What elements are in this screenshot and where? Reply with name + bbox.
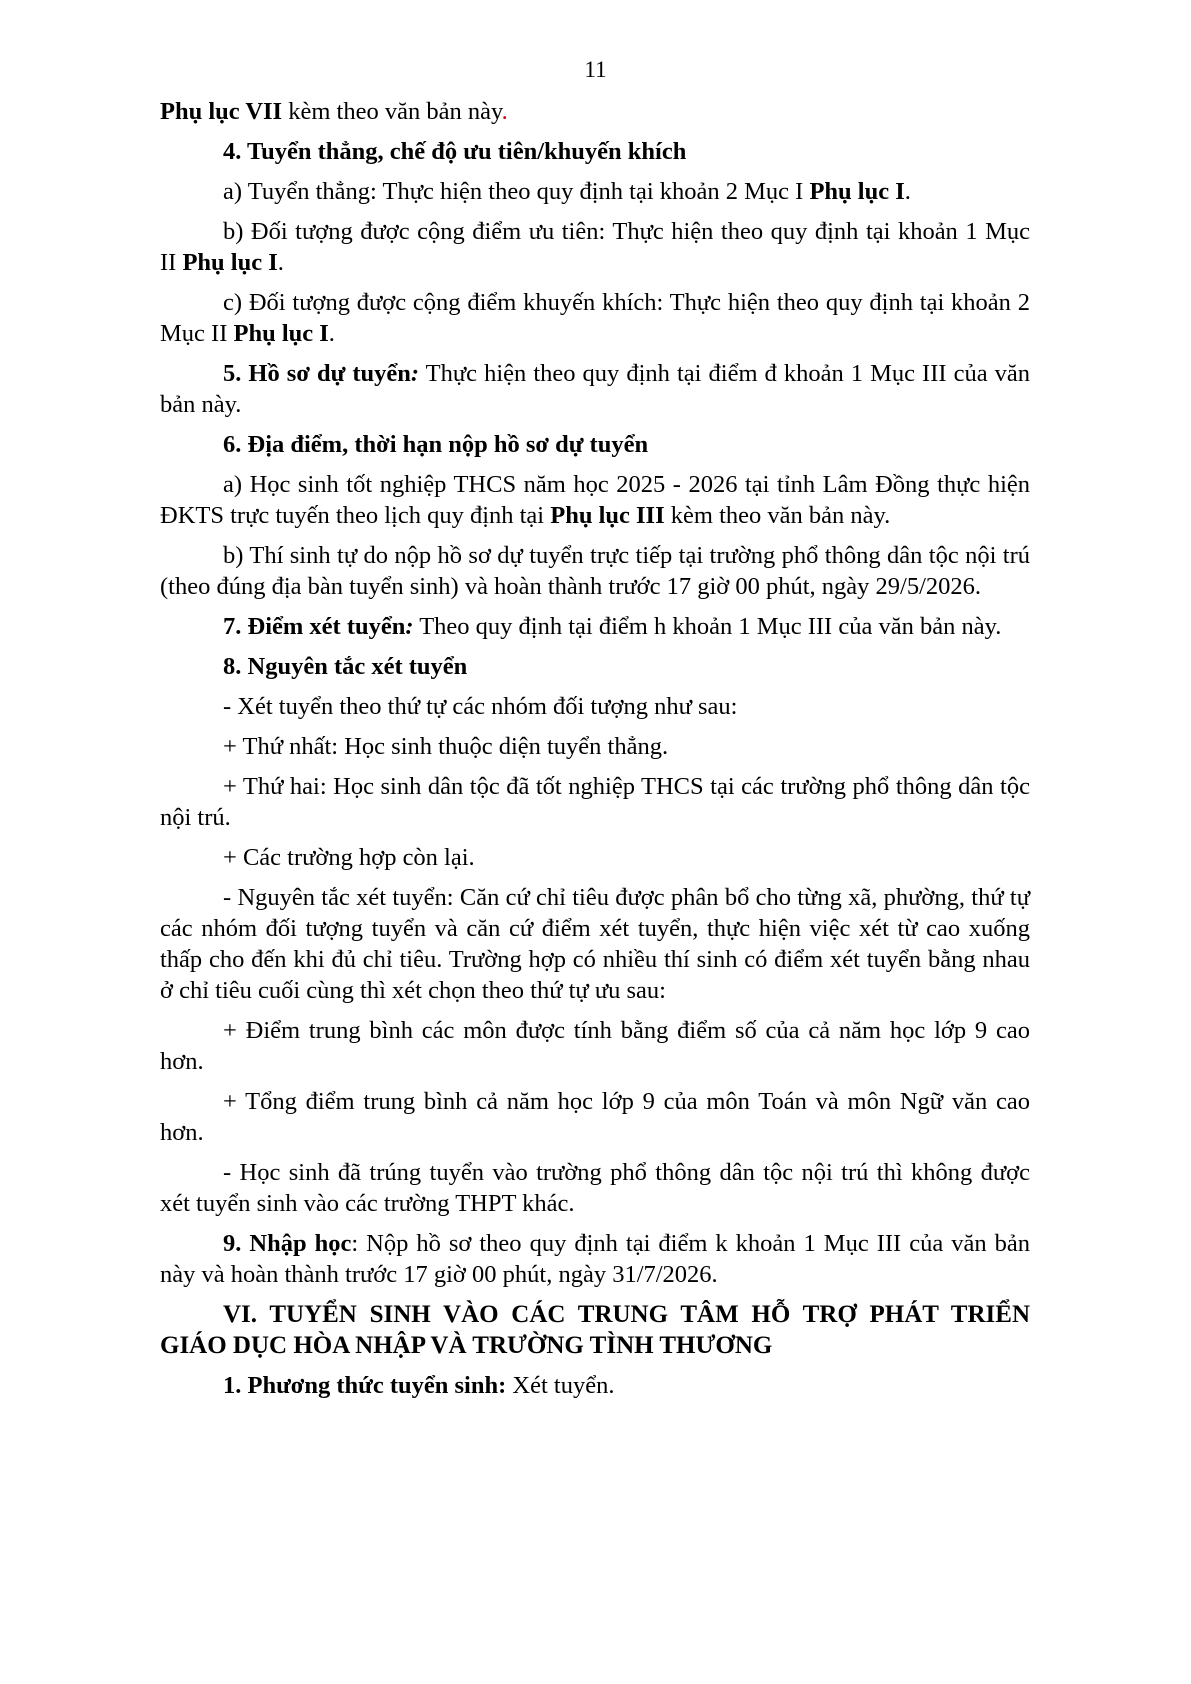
paragraph-continuation bbox=[160, 96, 1030, 127]
section-heading-5: 5. Hồ sơ dự tuyển bbox=[223, 360, 411, 387]
paragraph-text: kèm theo văn bản này bbox=[282, 98, 502, 125]
paragraph-text: a) Tuyển thẳng: Thực hiện theo quy định tại khoản 2 Mục I bbox=[223, 178, 810, 205]
heading-colon: : bbox=[410, 360, 420, 387]
paragraph-4b bbox=[160, 216, 1030, 278]
paragraph-4c bbox=[160, 287, 1030, 349]
paragraph-text: Xét tuyển. bbox=[506, 1372, 615, 1399]
list-item-priority-1: + Điểm trung bình các môn được tính bằng điểm số của cả năm học lớp 9 cao hơn. bbox=[160, 1017, 1030, 1075]
paragraph-text: a) Học sinh tốt nghiệp THCS năm học 2025 - 2026 tại tỉnh Lâm Đồng thực hiện ĐKTS trực tuyến theo lịch quy định tại bbox=[160, 471, 1030, 529]
bold-reference: Phụ lục I bbox=[233, 320, 329, 347]
bold-reference: Phụ lục VII bbox=[160, 98, 283, 125]
paragraph-tail: . bbox=[904, 178, 911, 205]
paragraph-text: Theo quy định tại điểm h khoản 1 Mục III của văn bản này. bbox=[413, 613, 1002, 640]
section-heading-9: 9. Nhập học bbox=[223, 1230, 352, 1257]
list-item-remaining: + Các trường hợp còn lại. bbox=[223, 844, 475, 871]
section-7 bbox=[160, 611, 1030, 642]
paragraph-tail: kèm theo văn bản này. bbox=[664, 502, 891, 529]
red-period: . bbox=[501, 98, 508, 125]
paragraph-text: c) Đối tượng được cộng điểm khuyến khích: Thực hiện theo quy định tại khoản 2 Mục II bbox=[160, 289, 1030, 347]
bold-reference: Phụ lục I bbox=[182, 249, 278, 276]
paragraph-6a bbox=[160, 469, 1030, 531]
section-vi-1 bbox=[160, 1370, 1030, 1401]
paragraph-4a bbox=[160, 176, 1030, 207]
section-5 bbox=[160, 358, 1030, 420]
section-heading-4: 4. Tuyển thẳng, chế độ ưu tiên/khuyến khích bbox=[223, 138, 687, 165]
paragraph-principle: - Nguyên tắc xét tuyển: Căn cứ chỉ tiêu được phân bổ cho từng xã, phường, thứ tự các nhóm đối tượng tuyển và căn cứ điểm xét tuyển, thực hiện việc xét từ cao xuống thấp cho đến khi đủ chỉ tiêu. Trường hợp có nhiều thí sinh có điểm xét tuyển bằng nhau ở chỉ tiêu cuối cùng thì xét chọn theo thứ tự ưu sau: bbox=[160, 884, 1030, 1004]
section-heading-6: 6. Địa điểm, thời hạn nộp hồ sơ dự tuyển bbox=[223, 431, 649, 458]
paragraph-tail: . bbox=[277, 249, 284, 276]
page-number: 11 bbox=[584, 57, 607, 82]
bold-reference: Phụ lục I bbox=[809, 178, 905, 205]
paragraph-text: Thực hiện theo quy định tại điểm đ khoản 1 Mục III của văn bản này. bbox=[160, 360, 1031, 418]
paragraph-text: : Nộp hồ sơ theo quy định tại điểm k khoản 1 Mục III của văn bản này và hoàn thành trước 17 giờ 00 phút, ngày 31/7/2026. bbox=[160, 1230, 1030, 1288]
paragraph-admitted-note: - Học sinh đã trúng tuyển vào trường phổ thông dân tộc nội trú thì không được xét tuyển sinh vào các trường THPT khác. bbox=[160, 1159, 1030, 1217]
bold-reference: Phụ lục III bbox=[550, 502, 665, 529]
section-9 bbox=[160, 1228, 1030, 1290]
section-heading-8: 8. Nguyên tắc xét tuyển bbox=[223, 653, 468, 680]
paragraph-tail: . bbox=[328, 320, 335, 347]
list-item-priority-2: + Tổng điểm trung bình cả năm học lớp 9 của môn Toán và môn Ngữ văn cao hơn. bbox=[160, 1088, 1030, 1146]
section-heading-vi-1: 1. Phương thức tuyển sinh: bbox=[223, 1372, 507, 1399]
paragraph-8-intro: - Xét tuyển theo thứ tự các nhóm đối tượng như sau: bbox=[223, 693, 738, 720]
paragraph-6b: b) Thí sinh tự do nộp hồ sơ dự tuyển trực tiếp tại trường phổ thông dân tộc nội trú (theo đúng địa bàn tuyển sinh) và hoàn thành trước 17 giờ 00 phút, ngày 29/5/2026. bbox=[160, 542, 1030, 600]
section-heading-7: 7. Điểm xét tuyển bbox=[223, 613, 406, 640]
heading-colon: : bbox=[405, 613, 414, 640]
paragraph-text: b) Đối tượng được cộng điểm ưu tiên: Thực hiện theo quy định tại khoản 1 Mục II bbox=[160, 218, 1030, 276]
list-item-second: + Thứ hai: Học sinh dân tộc đã tốt nghiệp THCS tại các trường phổ thông dân tộc nội trú. bbox=[160, 773, 1030, 831]
document-body bbox=[160, 96, 1030, 1410]
list-item-first: + Thứ nhất: Học sinh thuộc diện tuyển thẳng. bbox=[223, 733, 669, 760]
section-heading-vi: VI. TUYỂN SINH VÀO CÁC TRUNG TÂM HỖ TRỢ PHÁT TRIỂN GIÁO DỤC HÒA NHẬP VÀ TRƯỜNG TÌNH THƯƠNG bbox=[160, 1301, 1030, 1359]
